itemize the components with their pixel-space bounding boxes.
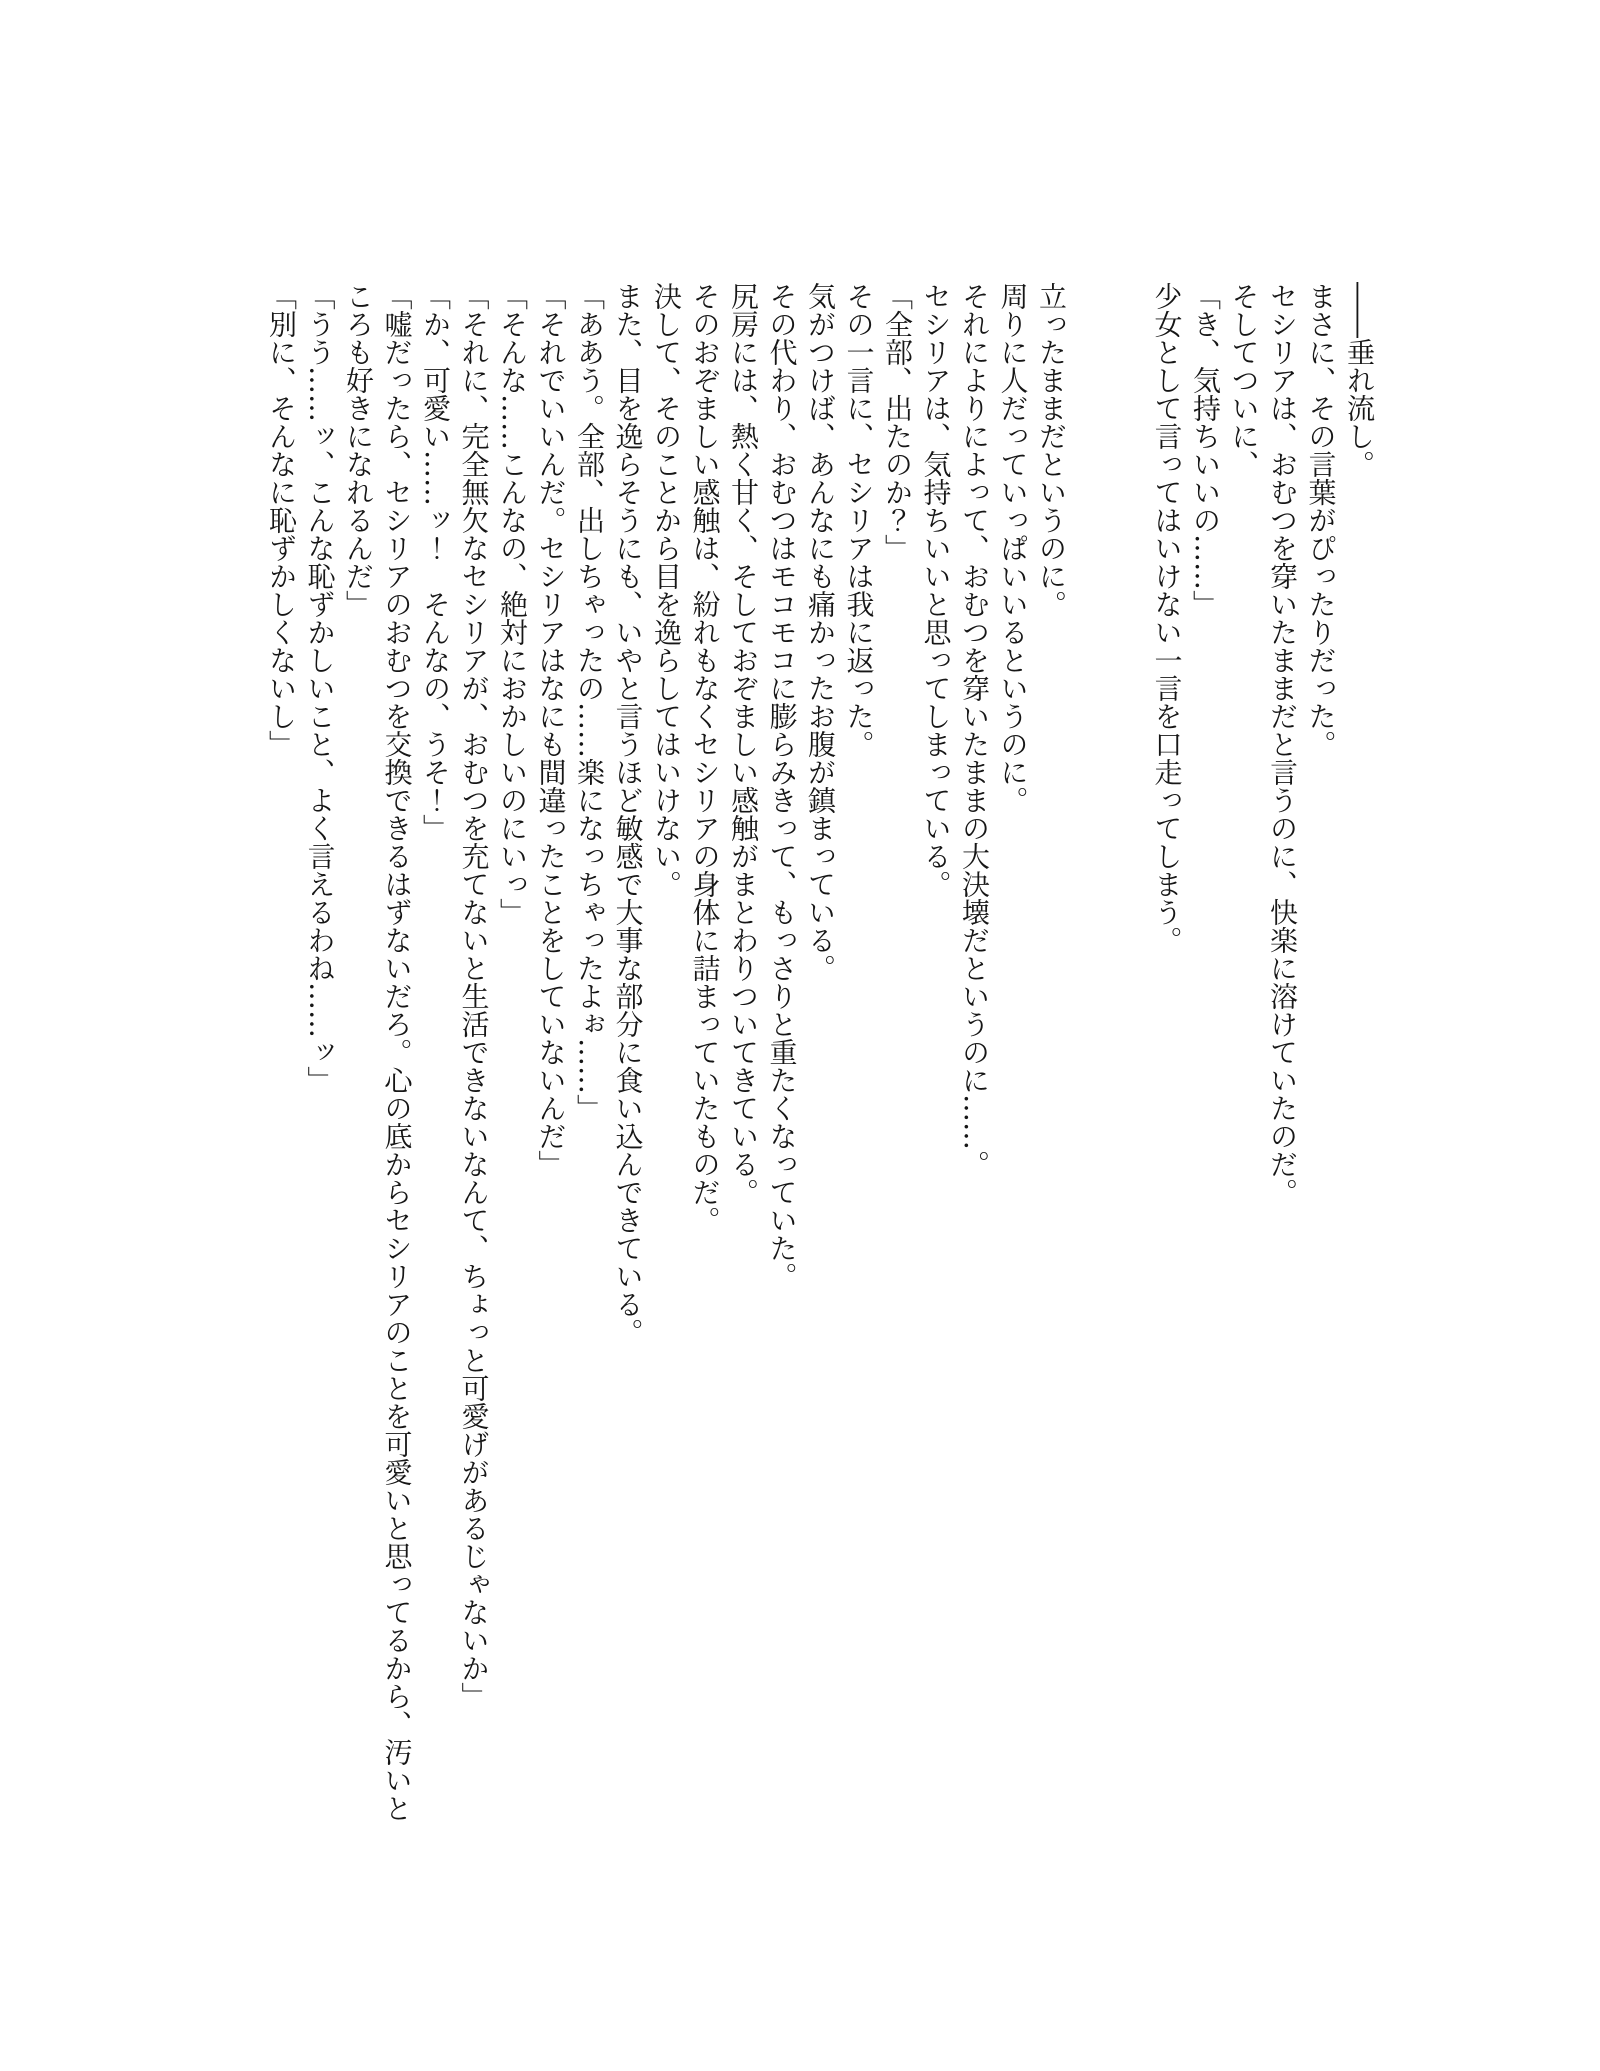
text-line: セシリアは、気持ちいいと思ってしまっている。 [919, 282, 953, 898]
text-line: まさに、その言葉がぴったりだった。 [1304, 282, 1338, 758]
text-line: 気がつけば、あんなにも痛かったお腹が鎮まっている。 [804, 282, 837, 982]
text-line: そのおぞましい感触は、紛れもなくセシリアの身体に詰まっていたものだ。 [688, 282, 722, 1234]
text-line: 「それでいいんだ。セシリアはなにも間違ったことをしていないんだ」 [534, 282, 568, 1178]
text-line: 決して、そのことから目を逸らしてはいけない。 [650, 282, 683, 898]
text-line: その一言に、セシリアは我に返った。 [842, 282, 876, 758]
text-line: ――垂れ流し。 [1343, 282, 1376, 478]
text-line: 尻房には、熱く甘く、そしておぞましい感触がまとわりついてきている。 [727, 282, 760, 1206]
text-line: 「そんな……こんなの、絶対におかしいのにいっ」 [496, 282, 529, 926]
text-line: 「別に、そんなに恥ずかしくないし」 [265, 282, 298, 758]
text-line: また、目を逸らそうにも、いやと言うほど敏感で大事な部分に食い込んできている。 [611, 282, 645, 1346]
text-line: 立ったままだというのに。 [1035, 282, 1068, 618]
text-line: 「全部、出たのか？」 [881, 282, 914, 562]
text-line: 「それに、完全無欠なセシリアが、おむつを充てないと生活できないなんて、ちょっと可愛げがあるじゃないか」 [457, 282, 491, 1710]
text-line: 周りに人だっていっぱいいるというのに。 [996, 282, 1030, 814]
text-line: 「き、気持ちいいの……」 [1189, 282, 1222, 618]
text-block [262, 282, 1379, 1828]
text-line: セシリアは、おむつを穿いたままだと言うのに、快楽に溶けていたのだ。 [1266, 282, 1299, 1206]
paragraph-gap [1109, 282, 1148, 1828]
text-line: 「ああう。全部、出しちゃったの……楽になっちゃったよぉ……」 [573, 282, 606, 1122]
text-line: 少女として言ってはいけない一言を口走ってしまう。 [1150, 282, 1184, 954]
text-line: その代わり、おむつはモコモコに膨らみきって、もっさりと重たくなっていた。 [765, 282, 799, 1290]
text-line: 「嘘だったら、セシリアのおむつを交換できるはずないだろ。心の底からセシリアのことを可愛いと思ってるから、汚いと [380, 282, 414, 1822]
text-line: ころも好きになれるんだ」 [342, 282, 375, 618]
text-line: それによりによって、おむつを穿いたままの大決壊だというのに……。 [958, 282, 991, 1178]
text-line: そしてついに、 [1227, 282, 1261, 478]
paragraph-gap [1070, 282, 1109, 1828]
text-line: 「うう……ッ、こんな恥ずかしいこと、よく言えるわね……ッ」 [303, 282, 337, 1094]
text-line: 「か、可愛い……ッ！ そんなの、うそ！」 [419, 282, 452, 842]
